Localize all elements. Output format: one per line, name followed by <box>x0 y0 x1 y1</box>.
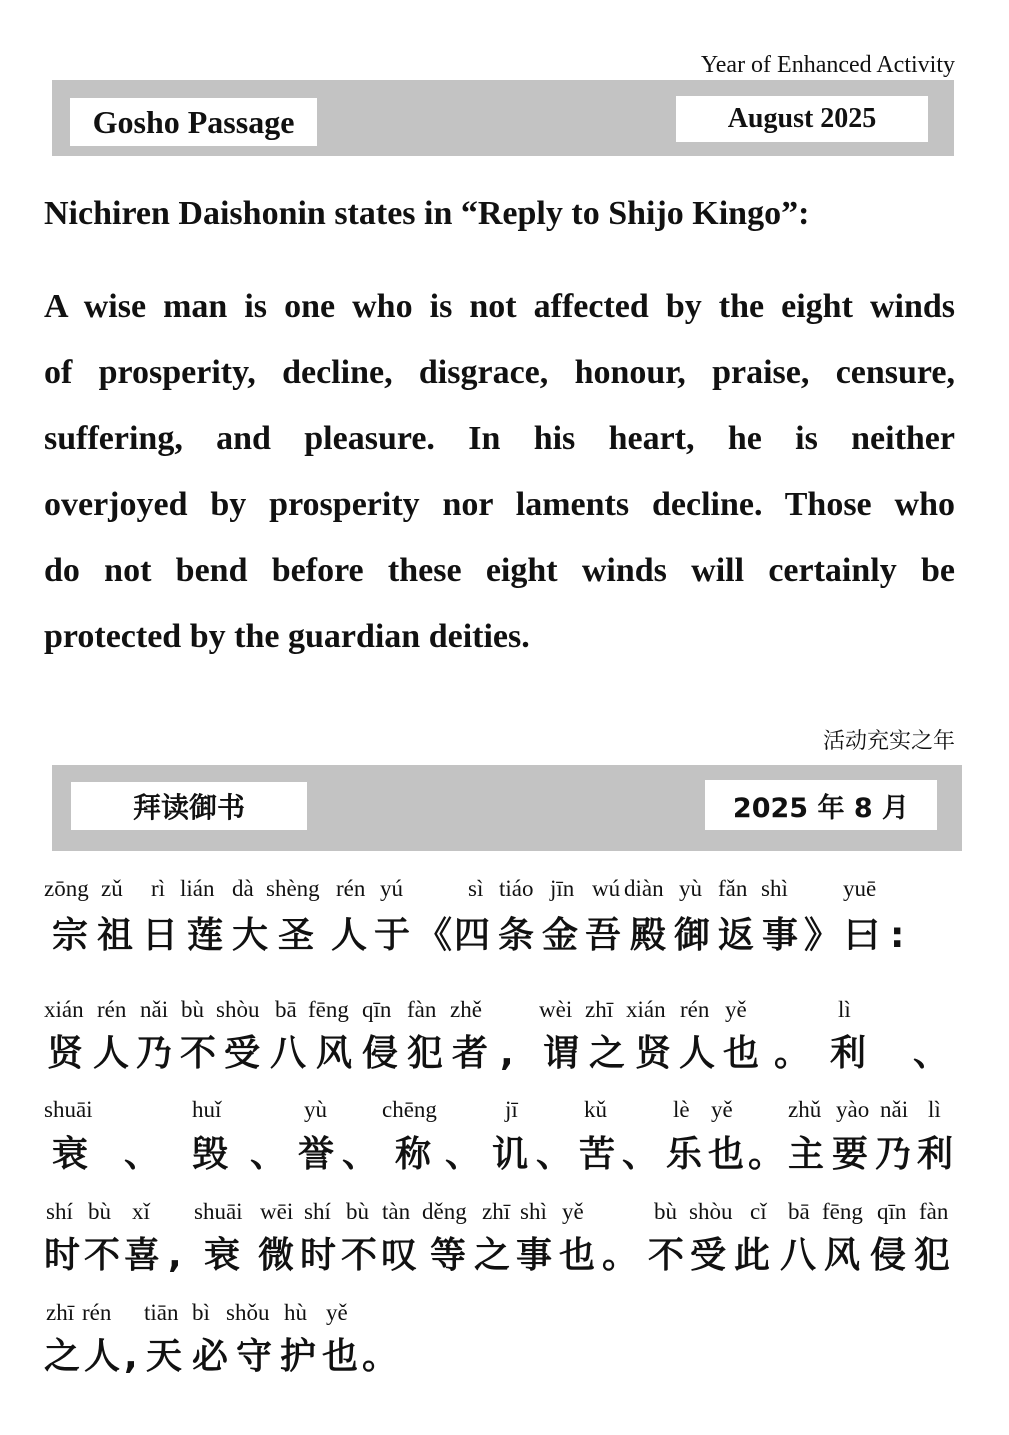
hanzi-char: , <box>500 1033 514 1074</box>
hanzi-char: 《 <box>416 915 453 956</box>
pinyin-syllable: zhě <box>450 997 482 1022</box>
chinese-date-box <box>705 780 937 830</box>
hanzi-char: 者 <box>452 1033 489 1074</box>
hanzi-char: 之 <box>44 1336 81 1377</box>
pinyin-syllable: yě <box>562 1199 584 1224</box>
hanzi-char: 吾 <box>585 915 622 956</box>
pinyin-syllable: sì <box>468 876 484 901</box>
pinyin-line <box>44 994 964 1026</box>
passage-line: protected by the guardian deities. <box>44 618 530 655</box>
pinyin-syllable: shuāi <box>194 1199 243 1224</box>
hanzi-char: 衰 <box>52 1134 89 1175</box>
hanzi-char: 利 <box>917 1134 954 1175</box>
hanzi-char: 乐 <box>666 1134 703 1175</box>
hanzi-char: 时 <box>44 1235 81 1276</box>
passage-line: do not bend before these eight winds will certainly be <box>44 552 955 589</box>
hanzi-char: 也 <box>559 1235 596 1276</box>
pinyin-syllable: tiáo <box>499 876 534 901</box>
hanzi-char: 誉 <box>298 1134 335 1175</box>
hanzi-char: 、 <box>445 1134 482 1175</box>
pinyin-syllable: shèng <box>266 876 320 901</box>
hanzi-char: 喜 <box>124 1235 161 1276</box>
pinyin-syllable: shí <box>304 1199 331 1224</box>
hanzi-char: 八 <box>270 1033 307 1074</box>
pinyin-syllable: yù <box>679 876 702 901</box>
passage-line: A wise man is one who is not affected by the eight winds <box>44 288 955 325</box>
hanzi-char: 护 <box>280 1336 317 1377</box>
english-intro: Nichiren Daishonin states in “Reply to Shijo Kingo”: <box>44 195 810 232</box>
chinese-header-banner <box>52 765 962 851</box>
english-header-banner <box>52 80 954 156</box>
pinyin-syllable: tiān <box>144 1300 179 1325</box>
pinyin-syllable: bā <box>275 997 297 1022</box>
english-label: Gosho Passage <box>92 103 295 140</box>
english-label-box <box>70 98 317 146</box>
passage-line: overjoyed by prosperity nor laments decline. Those who <box>44 486 955 523</box>
pinyin-syllable: shì <box>761 876 788 901</box>
hanzi-char: 衰 <box>204 1235 241 1276</box>
hanzi-char: 不 <box>84 1235 121 1276</box>
pinyin-line <box>44 1094 964 1126</box>
hanzi-char: 苦 <box>579 1134 616 1175</box>
pinyin-syllable: xián <box>44 997 84 1022</box>
hanzi-char: 叹 <box>381 1235 418 1276</box>
pinyin-syllable: shuāi <box>44 1097 93 1122</box>
hanzi-char: 时 <box>300 1235 337 1276</box>
hanzi-char: 侵 <box>870 1235 907 1276</box>
hanzi-char: 微 <box>258 1235 295 1276</box>
hanzi-char: 人 <box>93 1033 130 1074</box>
hanzi-char: 谓 <box>543 1033 580 1074</box>
passage-line: suffering, and pleasure. In his heart, he is neither <box>44 420 955 457</box>
hanzi-char: 、 <box>342 1134 379 1175</box>
chinese-label-box <box>71 782 307 830</box>
pinyin-syllable: wēi <box>260 1199 294 1224</box>
english-date: August 2025 <box>727 103 877 134</box>
hanzi-char: 乃 <box>875 1134 912 1175</box>
hanzi-char: 受 <box>690 1235 727 1276</box>
hanzi-char: 风 <box>824 1235 861 1276</box>
hanzi-char: 莲 <box>187 915 224 956</box>
pinyin-syllable: zǔ <box>101 876 123 901</box>
hanzi-char: : <box>890 915 905 956</box>
pinyin-syllable: yào <box>836 1097 870 1122</box>
pinyin-syllable: rén <box>680 997 710 1022</box>
pinyin-syllable: yù <box>304 1097 327 1122</box>
hanzi-char: 侵 <box>362 1033 399 1074</box>
english-date-box <box>676 96 928 142</box>
hanzi-char: 四 <box>454 915 491 956</box>
hanzi-char: 乃 <box>136 1033 173 1074</box>
hanzi-char: 人 <box>679 1033 716 1074</box>
pinyin-syllable: lì <box>928 1097 941 1122</box>
hanzi-char: 称 <box>395 1134 432 1175</box>
hanzi-char: 、 <box>250 1134 287 1175</box>
pinyin-syllable: yú <box>380 876 403 901</box>
pinyin-syllable: wèi <box>539 997 573 1022</box>
hanzi-char: 人 <box>331 915 368 956</box>
hanzi-char: 也 <box>723 1033 760 1074</box>
pinyin-syllable: huǐ <box>192 1097 222 1122</box>
hanzi-char: 利 <box>830 1033 867 1074</box>
hanzi-char: 守 <box>236 1336 273 1377</box>
pinyin-syllable: xǐ <box>132 1199 150 1224</box>
pinyin-line <box>46 1196 966 1228</box>
hanzi-char: 也 <box>322 1336 359 1377</box>
pinyin-syllable: nǎi <box>880 1097 909 1122</box>
pinyin-syllable: zōng <box>44 876 89 901</box>
hanzi-char: 讥 <box>492 1134 529 1175</box>
pinyin-line <box>46 1297 966 1329</box>
pinyin-syllable: rén <box>336 876 366 901</box>
hanzi-char: 受 <box>224 1033 261 1074</box>
hanzi-char: 之 <box>589 1033 626 1074</box>
chinese-label: 拜读御书 <box>132 791 245 824</box>
pinyin-syllable: lè <box>673 1097 690 1122</box>
pinyin-syllable: bì <box>192 1300 210 1325</box>
hanzi-char: 事 <box>762 915 799 956</box>
pinyin-syllable: diàn <box>624 876 664 901</box>
hanzi-char: 日 <box>142 915 179 956</box>
english-subtitle: Year of Enhanced Activity <box>700 52 955 78</box>
pinyin-syllable: bù <box>181 997 204 1022</box>
hanzi-char: 条 <box>498 915 535 956</box>
chinese-subtitle: 活动充实之年 <box>822 729 955 754</box>
pinyin-syllable: chēng <box>382 1097 437 1122</box>
pinyin-syllable: hù <box>284 1300 307 1325</box>
pinyin-syllable: shòu <box>689 1199 733 1224</box>
pinyin-syllable: bù <box>654 1199 677 1224</box>
hanzi-char: 风 <box>316 1033 353 1074</box>
hanzi-char: , <box>124 1336 138 1377</box>
hanzi-char: 曰 <box>844 915 881 956</box>
pinyin-syllable: fēng <box>308 997 349 1022</box>
pinyin-syllable: jī <box>505 1097 518 1122</box>
pinyin-syllable: kǔ <box>584 1097 607 1122</box>
pinyin-syllable: yě <box>326 1300 348 1325</box>
hanzi-char: , <box>168 1235 182 1276</box>
hanzi-char: 之 <box>474 1235 511 1276</box>
pinyin-syllable: bā <box>788 1199 810 1224</box>
pinyin-syllable: lián <box>180 876 215 901</box>
chinese-date: 2025 年 8 月 <box>732 792 910 824</box>
hanzi-char: 、 <box>622 1134 659 1175</box>
hanzi-char: 殿 <box>630 915 667 956</box>
pinyin-syllable: fàn <box>919 1199 949 1224</box>
hanzi-char: 毁 <box>192 1134 229 1175</box>
hanzi-char: 。 <box>774 1033 811 1074</box>
hanzi-char: 等 <box>430 1235 467 1276</box>
hanzi-char: 事 <box>516 1235 553 1276</box>
pinyin-syllable: fàn <box>407 997 437 1022</box>
hanzi-char: 贤 <box>47 1033 84 1074</box>
pinyin-syllable: qīn <box>362 997 392 1022</box>
hanzi-char: 犯 <box>407 1033 444 1074</box>
pinyin-syllable: jīn <box>550 876 575 901</box>
pinyin-syllable: shǒu <box>226 1300 270 1325</box>
pinyin-syllable: tàn <box>382 1199 411 1224</box>
hanzi-char: 宗 <box>52 915 89 956</box>
hanzi-char: 于 <box>374 915 411 956</box>
hanzi-char: 贤 <box>635 1033 672 1074</box>
hanzi-char: 主 <box>788 1134 825 1175</box>
pinyin-syllable: yě <box>725 997 747 1022</box>
hanzi-char: 祖 <box>97 915 134 956</box>
english-passage <box>44 274 955 670</box>
pinyin-syllable: wú <box>592 876 621 901</box>
hanzi-char: 不 <box>180 1033 217 1074</box>
pinyin-line <box>44 873 964 905</box>
hanzi-char: 人 <box>84 1336 121 1377</box>
pinyin-syllable: dà <box>232 876 254 901</box>
hanzi-char: 不 <box>341 1235 378 1276</box>
pinyin-syllable: rén <box>82 1300 112 1325</box>
pinyin-syllable: shì <box>520 1199 547 1224</box>
passage-line: of prosperity, decline, disgrace, honour, praise, censure, <box>44 354 955 391</box>
hanzi-char: 圣 <box>278 915 315 956</box>
pinyin-syllable: lì <box>838 997 851 1022</box>
pinyin-syllable: zhī <box>585 997 614 1022</box>
pinyin-syllable: zhǔ <box>788 1097 822 1122</box>
pinyin-syllable: fēng <box>822 1199 863 1224</box>
hanzi-char: 。 <box>362 1336 399 1377</box>
hanzi-char: 御 <box>674 915 711 956</box>
hanzi-char: 、 <box>124 1134 161 1175</box>
pinyin-syllable: cǐ <box>750 1199 767 1224</box>
pinyin-syllable: bù <box>88 1199 111 1224</box>
hanzi-char: 金 <box>542 915 579 956</box>
pinyin-syllable: shí <box>46 1199 73 1224</box>
pinyin-syllable: yě <box>711 1097 733 1122</box>
pinyin-syllable: rì <box>151 876 166 901</box>
pinyin-syllable: zhī <box>482 1199 511 1224</box>
hanzi-char: 》 <box>804 915 841 956</box>
hanzi-char: 、 <box>913 1033 950 1074</box>
hanzi-char: 。 <box>748 1134 785 1175</box>
hanzi-char: 要 <box>832 1134 869 1175</box>
hanzi-char: 。 <box>602 1235 639 1276</box>
pinyin-syllable: bù <box>346 1199 369 1224</box>
hanzi-char: 不 <box>648 1235 685 1276</box>
hanzi-char: 天 <box>146 1336 183 1377</box>
hanzi-char: 也 <box>708 1134 745 1175</box>
hanzi-char: 犯 <box>914 1235 951 1276</box>
pinyin-syllable: nǎi <box>140 997 169 1022</box>
hanzi-char: 大 <box>232 915 269 956</box>
hanzi-char: 返 <box>718 915 755 956</box>
pinyin-syllable: yuē <box>843 876 877 901</box>
pinyin-syllable: shòu <box>216 997 260 1022</box>
hanzi-char: 八 <box>780 1235 817 1276</box>
pinyin-syllable: děng <box>422 1199 467 1224</box>
pinyin-syllable: qīn <box>877 1199 907 1224</box>
pinyin-syllable: zhī <box>46 1300 75 1325</box>
hanzi-char: 、 <box>536 1134 573 1175</box>
pinyin-syllable: xián <box>626 997 666 1022</box>
hanzi-char: 必 <box>192 1336 229 1377</box>
pinyin-syllable: fǎn <box>718 876 748 901</box>
pinyin-syllable: rén <box>97 997 127 1022</box>
hanzi-char: 此 <box>734 1235 771 1276</box>
